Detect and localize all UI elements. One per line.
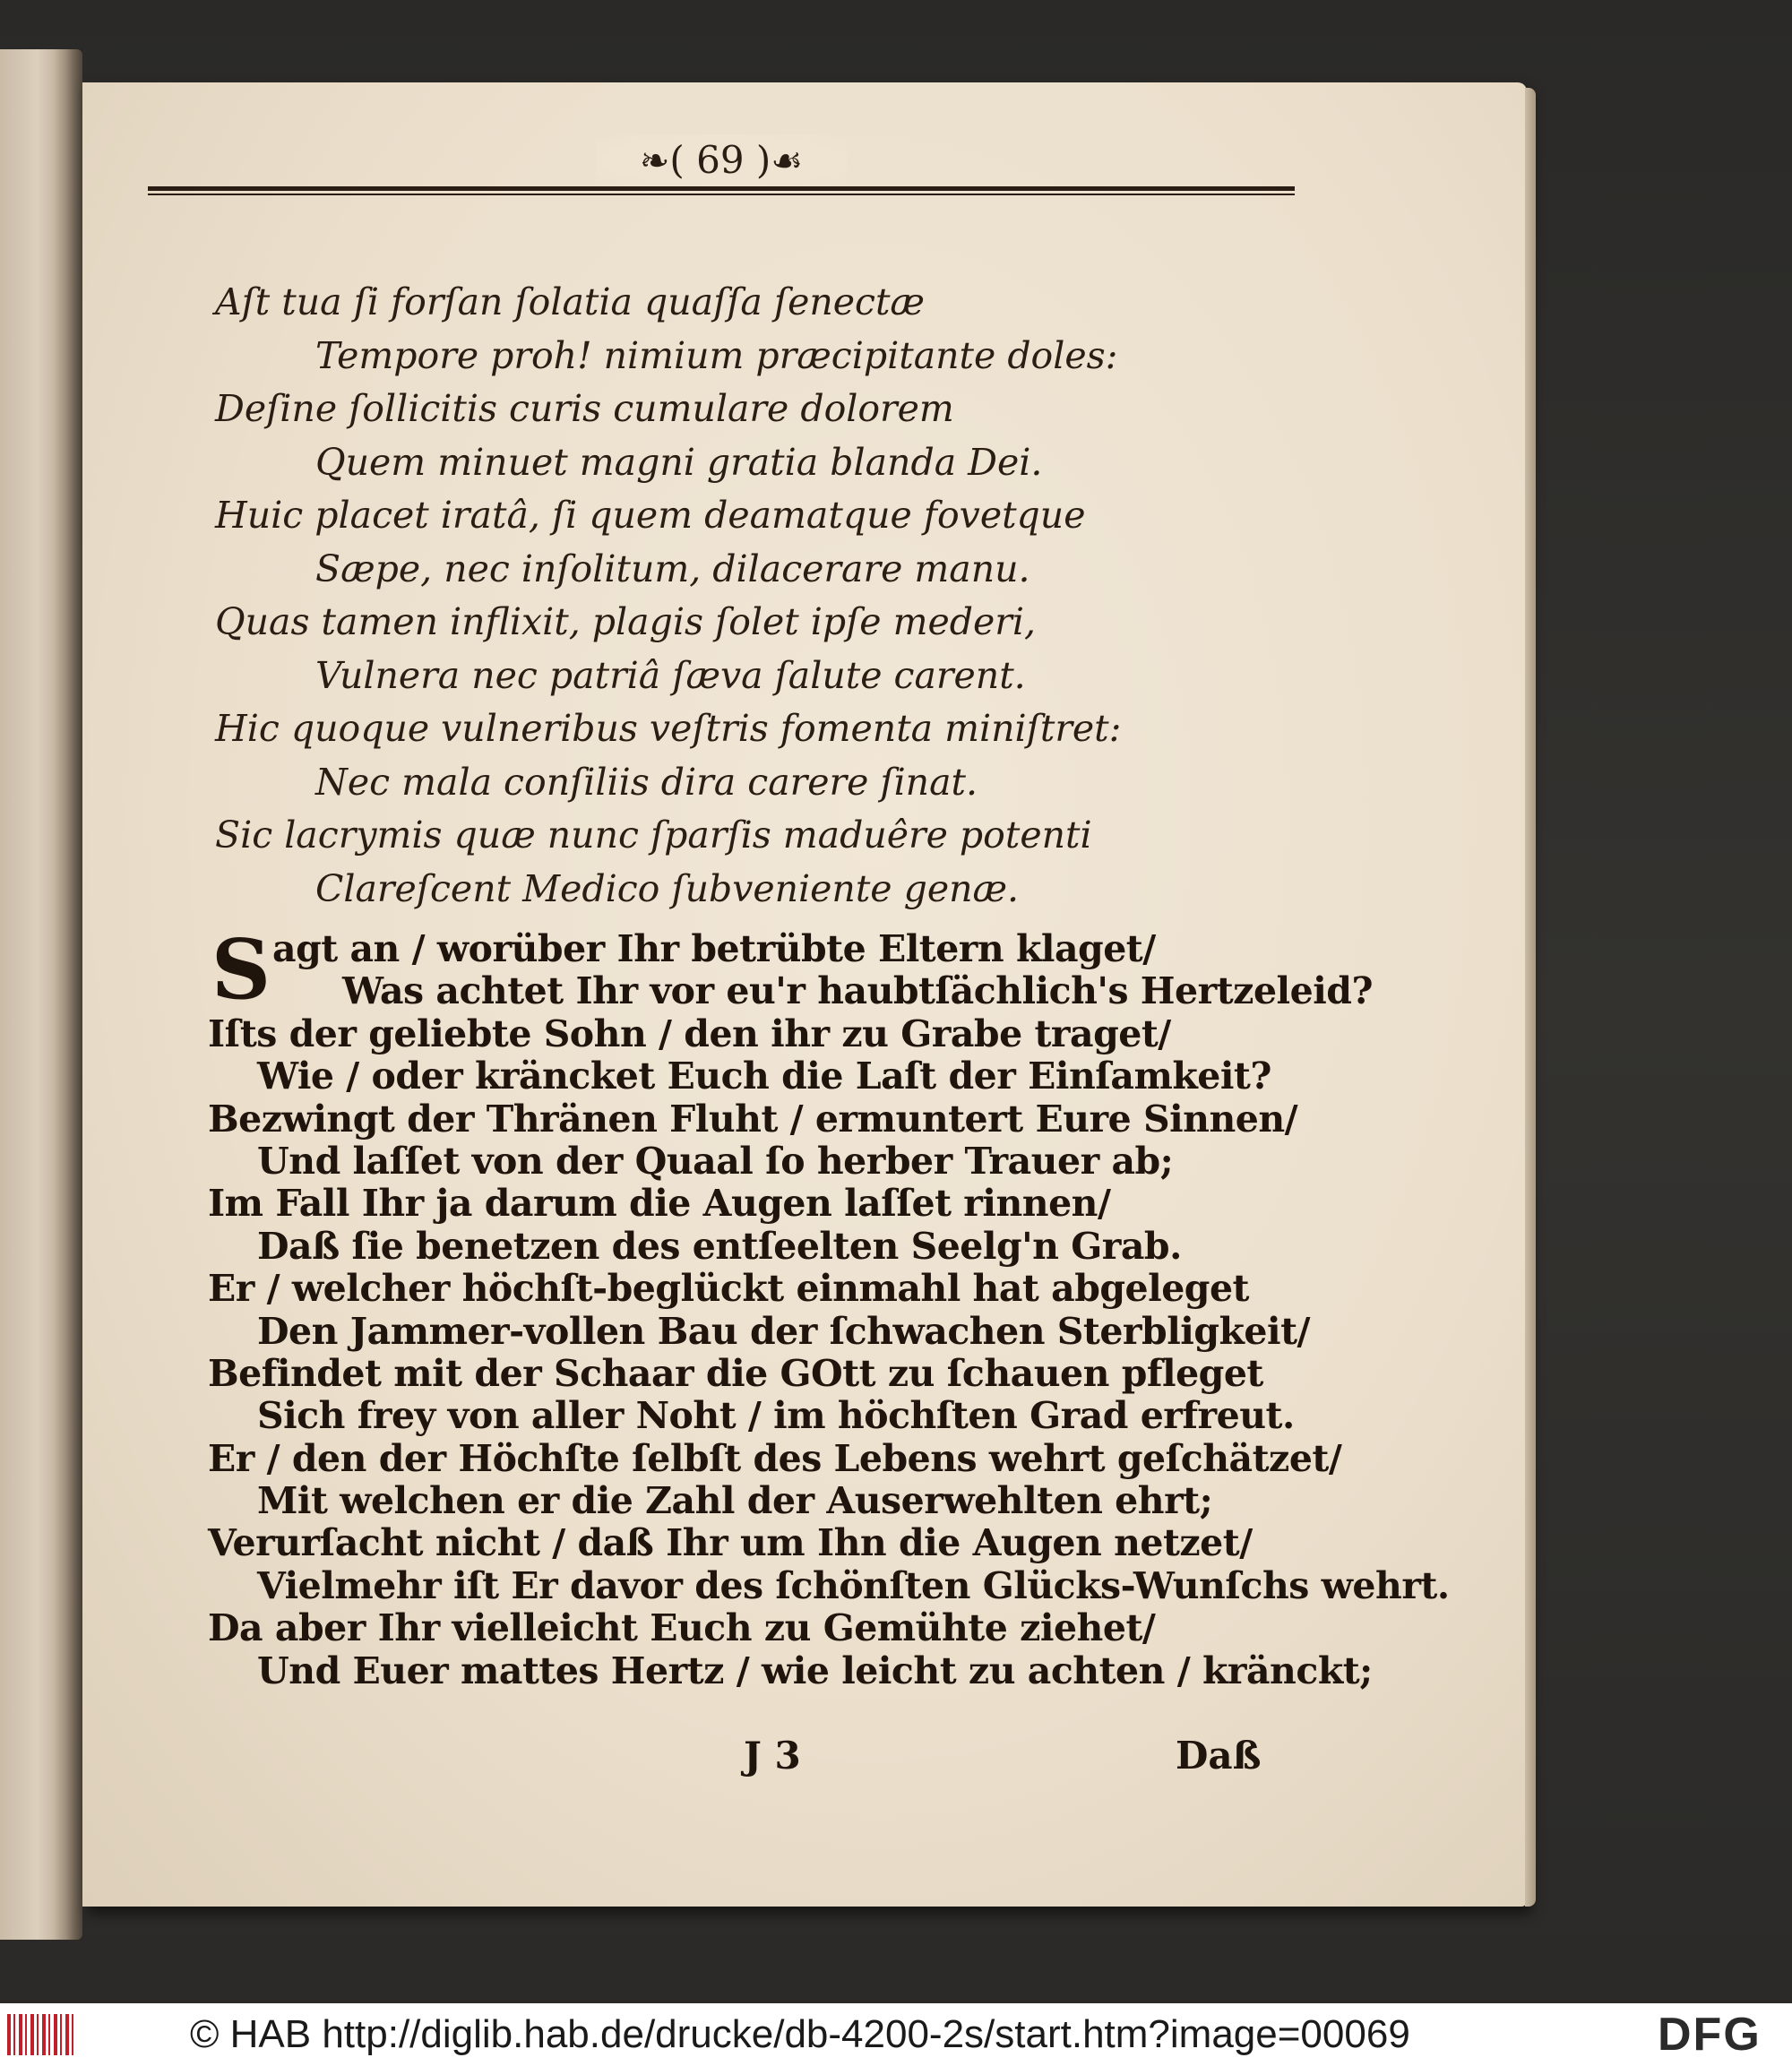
- verse-line: Vielmehr iſt Er davor des ſchönſten Glücks-Wunſchs wehrt.: [257, 1563, 1450, 1607]
- verse-line: Und laſſet von der Quaal ſo herber Trauer ab;: [257, 1139, 1174, 1183]
- verse-line: Verurſacht nicht / daß Ihr um Ihn die Augen netzet/: [208, 1521, 1253, 1565]
- verse-line: Sich frey von aller Noht / im höchſten Grad erfreut.: [257, 1394, 1295, 1438]
- signature-mark: J 3: [744, 1734, 801, 1778]
- verse-line: Tempore proh! nimium præcipitante doles:: [315, 333, 1118, 377]
- page-number-text: ( 69 ): [669, 138, 771, 182]
- verse-line: Im Fall Ihr ja darum die Augen laſſet rinnen/: [208, 1182, 1111, 1226]
- book-gutter: [54, 49, 82, 1940]
- page-header: [148, 134, 1295, 197]
- verse-line: Er / welcher höchſt-beglückt einmahl hat abgeleget: [208, 1267, 1249, 1311]
- verse-line: Aſt tua ſi forſan ſolatia quaſſa ſenectæ: [215, 280, 925, 323]
- german-verse: [208, 921, 1450, 1692]
- page-edge: [1525, 88, 1536, 1907]
- verse-line: Befindet mit der Schaar die GOtt zu ſchauen pfleget: [208, 1351, 1263, 1395]
- footer-bar: [0, 2003, 1792, 2066]
- verse-line: Vulnera nec patriâ ſæva ſalute carent.: [315, 653, 1026, 697]
- verse-line: Bezwingt der Thränen Fluht / ermuntert Eure Sinnen/: [208, 1097, 1298, 1141]
- header-rule-thin: [148, 194, 1295, 195]
- verse-line: Da aber Ihr vielleicht Euch zu Gemühte ziehet/: [208, 1606, 1156, 1650]
- verse-line: Iſts der geliebte Sohn / den ihr zu Grabe traget/: [208, 1011, 1171, 1055]
- verse-line: Quem minuet magni gratia blanda Dei.: [315, 440, 1043, 484]
- verse-line: Sic lacrymis quæ nunc ſparſis maduêre potenti: [215, 813, 1092, 857]
- verse-line: Quas tamen inflixit, plagis ſolet ipſe mederi,: [215, 600, 1036, 643]
- verse-line: Den Jammer-vollen Bau der ſchwachen Sterbligkeit/: [257, 1309, 1310, 1353]
- verse-line: Sæpe, nec inſolitum, dilacerare manu.: [315, 547, 1030, 590]
- latin-verse: [215, 276, 1308, 916]
- verse-line: Und Euer mattes Hertz / wie leicht zu achten / kränckt;: [257, 1648, 1373, 1692]
- hab-barcode-icon: [7, 2014, 77, 2055]
- page-number: [596, 134, 847, 186]
- header-rule: [148, 186, 1295, 191]
- verse-line: Hic quoque vulneribus veſtris fomenta miniſtret:: [215, 707, 1122, 750]
- ornament-left-icon: ❧: [639, 141, 670, 182]
- verse-line: Wie / oder kräncket Euch die Laſt der Einſamkeit?: [257, 1055, 1271, 1098]
- ornament-right-icon: ☙: [771, 141, 804, 182]
- drop-cap: S: [211, 921, 271, 1018]
- verse-line: Huic placet iratâ, ſi quem deamatque fovetque: [215, 494, 1086, 537]
- dfg-logo: DFG: [1658, 2009, 1762, 2061]
- verse-line: Deſine ſollicitis curis cumulare dolorem: [215, 387, 954, 430]
- verse-line: agt an / worüber Ihr betrübte Eltern klaget/: [272, 927, 1156, 970]
- verse-line: Mit welchen er die Zahl der Auserwehlten ehrt;: [257, 1479, 1213, 1523]
- verse-line: Daß ſie benetzen des entſeelten Seelg'n Grab.: [257, 1224, 1182, 1268]
- verse-line: Nec mala conſiliis dira carere ſinat.: [315, 760, 978, 804]
- verse-line: Er / den der Höchſte ſelbſt des Lebens wehrt geſchätzet/: [208, 1436, 1342, 1480]
- footer-copyright-url[interactable]: © HAB http://diglib.hab.de/drucke/db-4200-2s/start.htm?image=00069: [190, 2012, 1410, 2056]
- verse-line: Clareſcent Medico ſubveniente genæ.: [315, 866, 1020, 910]
- verse-line: Was achtet Ihr vor eu'r haubtſächlich's Hertzeleid?: [342, 969, 1373, 1013]
- catchword: Daß: [1176, 1734, 1262, 1778]
